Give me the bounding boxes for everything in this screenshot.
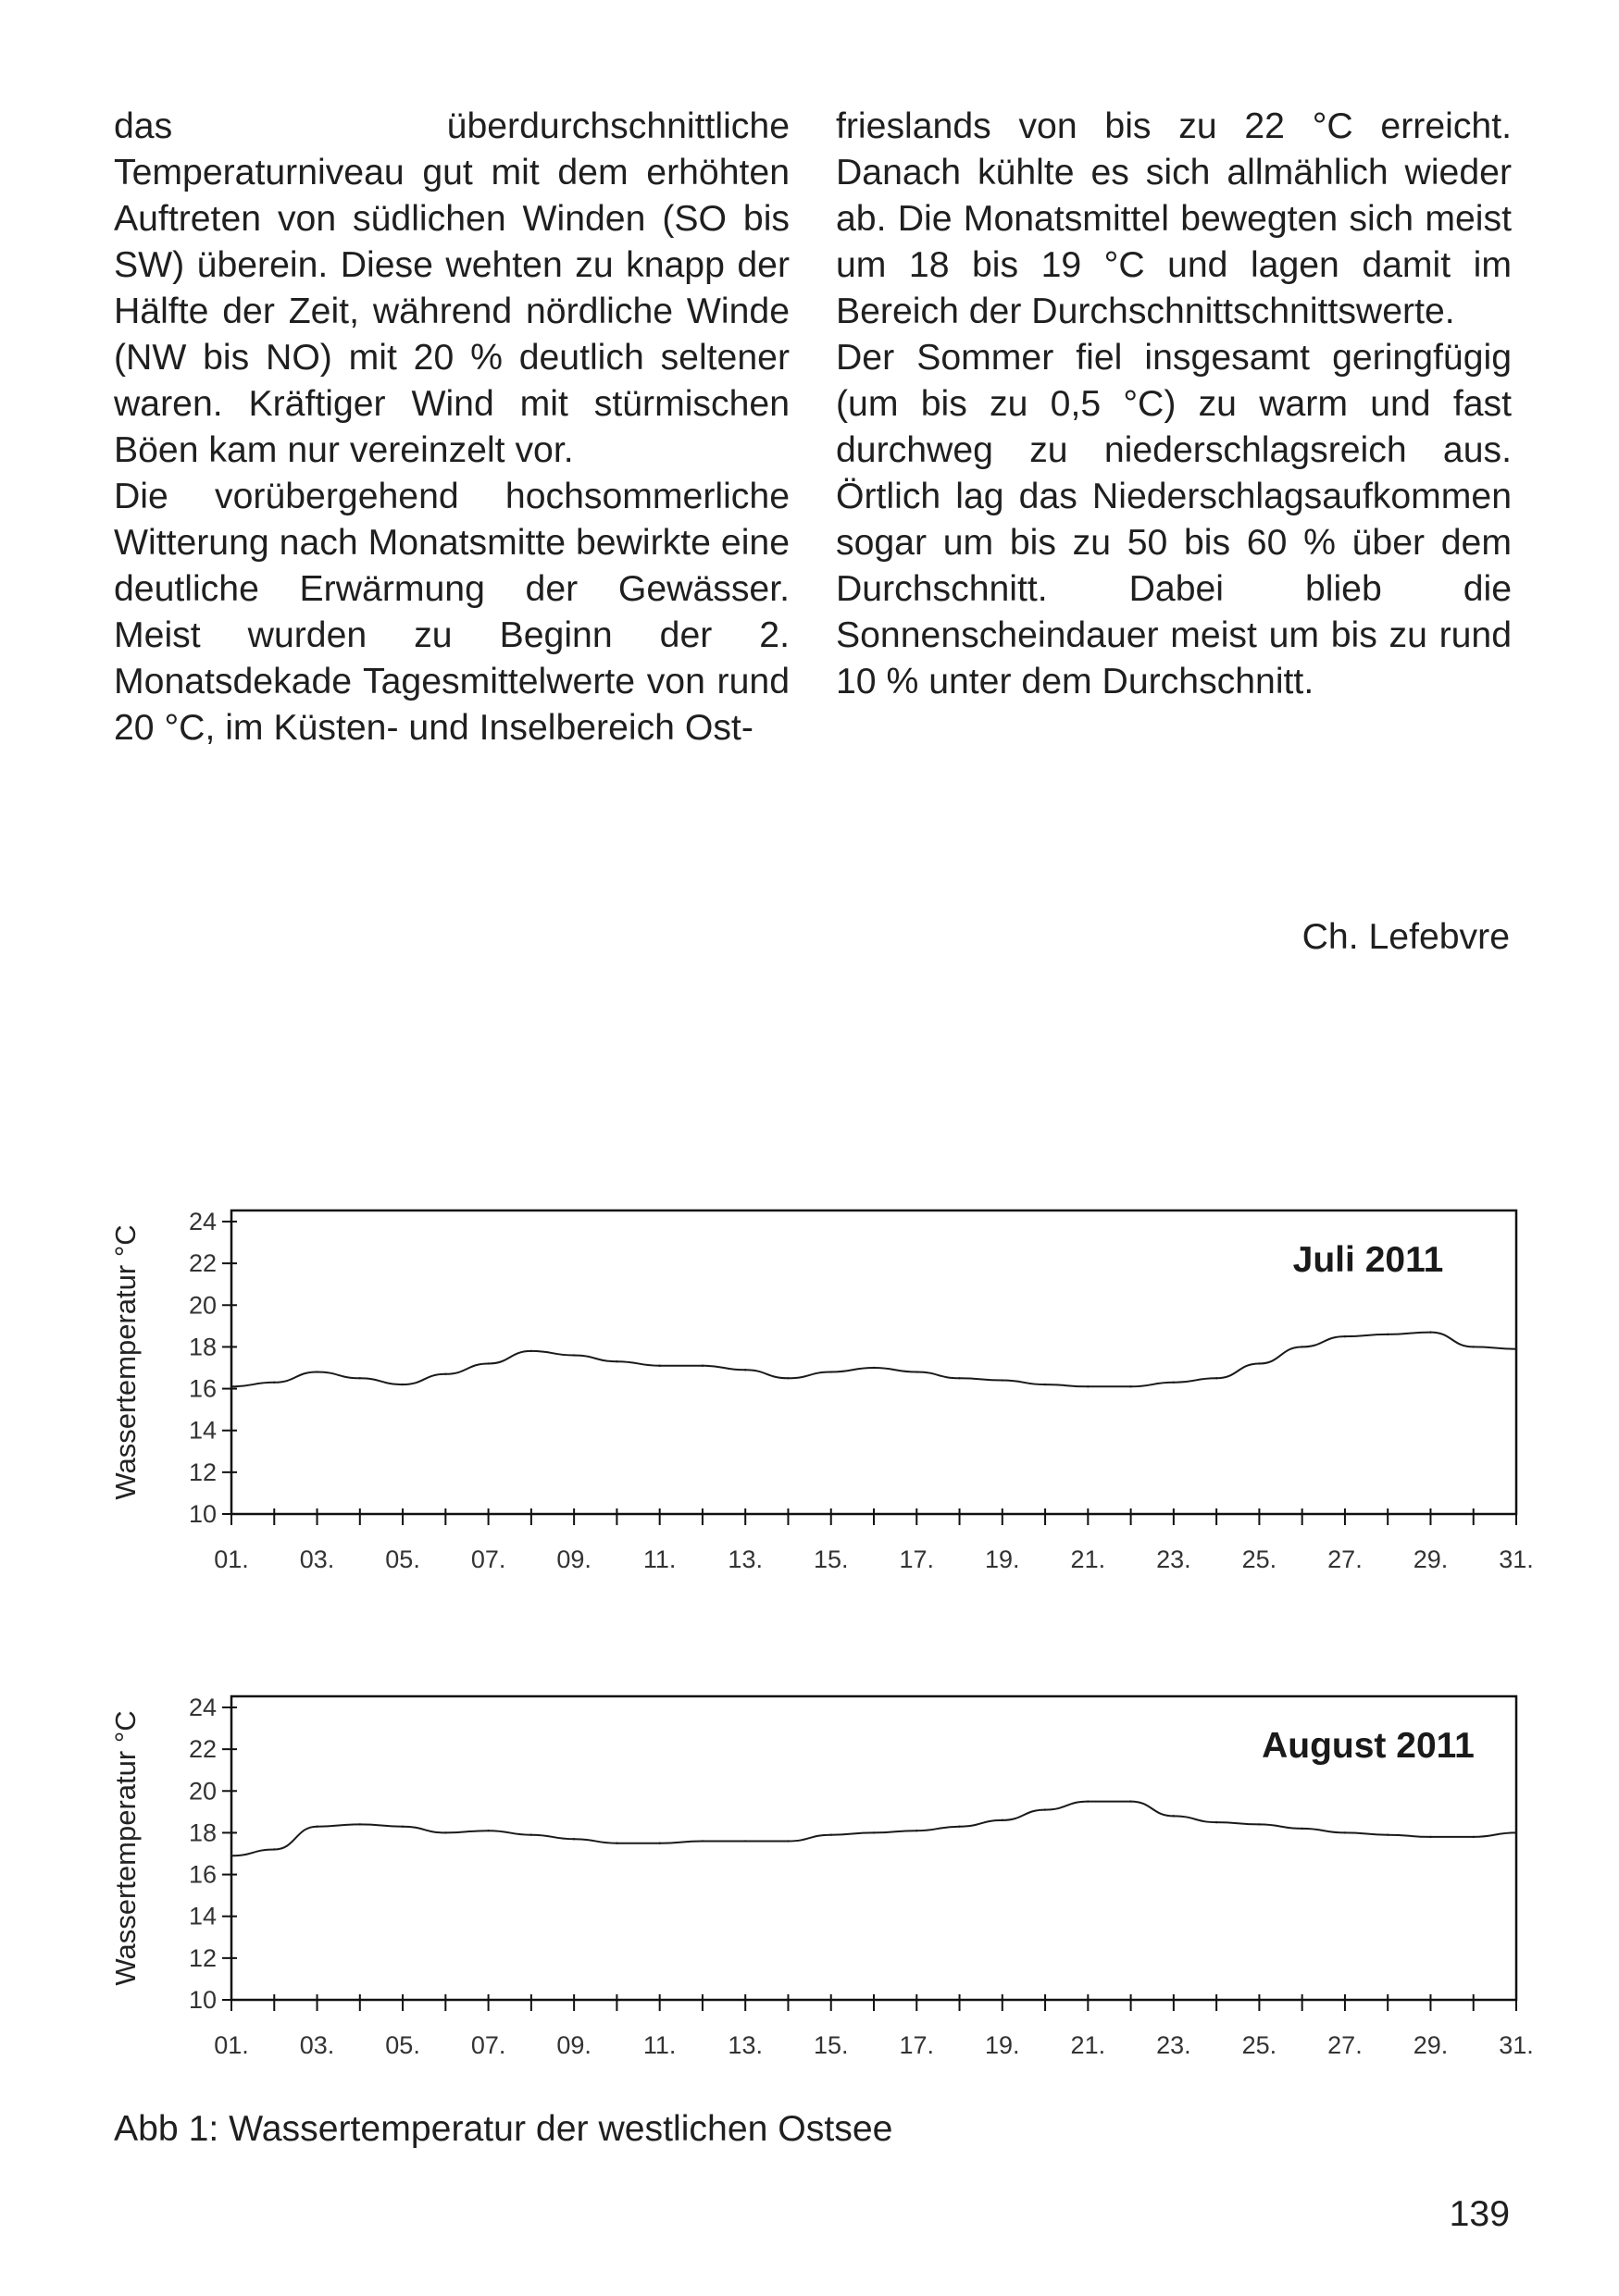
data-point (273, 1382, 275, 1384)
data-point (1515, 1347, 1517, 1349)
data-point (487, 1362, 489, 1364)
data-point (1301, 1346, 1302, 1347)
data-point (1173, 1815, 1175, 1817)
x-tick-label: 19. (985, 1545, 1020, 1573)
data-point (1087, 1800, 1089, 1802)
data-point (402, 1384, 404, 1385)
y-axis-label: Wassertemperatur °C (109, 1224, 142, 1500)
x-tick-label: 25. (1241, 2031, 1277, 2059)
data-point (359, 1377, 361, 1379)
x-tick-label: 07. (470, 1545, 506, 1573)
data-point (915, 1371, 917, 1372)
data-point (616, 1843, 617, 1844)
x-tick-label: 03. (299, 2031, 335, 2059)
figure-caption: Abb 1: Wassertemperatur der westlichen Ostsee (114, 2109, 893, 2149)
data-point (830, 1833, 832, 1835)
x-tick-label: 21. (1070, 2031, 1106, 2059)
data-point (658, 1365, 660, 1367)
x-tick-label: 19. (985, 2031, 1020, 2059)
data-point (273, 1848, 275, 1850)
data-point (230, 1385, 232, 1387)
x-tick-label: 29. (1413, 1545, 1449, 1573)
data-point (744, 1369, 746, 1371)
y-axis-label: Wassertemperatur °C (109, 1710, 142, 1986)
paragraph: Die vorübergehend hochsommerliche Witterung nach Monatsmitte bewirkte eine deutliche Erwärmung der Gewässer. Meist wurden zu Beginn der 2. Monatsdekade Tagesmittelwerte von rund 20 °C, im Küsten- und Inselbereich Ost- (114, 477, 790, 748)
series-line (231, 1333, 1516, 1387)
x-tick-label: 31. (1499, 2031, 1534, 2059)
data-point (230, 1855, 232, 1856)
data-point (1258, 1823, 1260, 1825)
data-point (444, 1373, 446, 1375)
data-point (1129, 1385, 1131, 1387)
x-tick-label: 31. (1499, 1545, 1534, 1573)
data-point (1002, 1379, 1003, 1381)
x-tick-label: 01. (214, 1545, 249, 1573)
x-tick-label: 11. (642, 2031, 677, 2059)
data-point (1044, 1808, 1046, 1810)
data-point (444, 1831, 446, 1833)
data-point (1002, 1819, 1003, 1821)
x-tick-label: 23. (1156, 2031, 1191, 2059)
x-tick-label: 25. (1241, 1545, 1277, 1573)
x-tick-label: 23. (1156, 1545, 1191, 1573)
data-point (1387, 1334, 1389, 1335)
x-tick-label: 07. (470, 2031, 506, 2059)
chart-august (102, 1680, 1546, 2087)
data-point (1344, 1335, 1346, 1337)
data-point (1087, 1385, 1089, 1387)
x-tick-label: 01. (214, 2031, 249, 2059)
data-point (958, 1377, 960, 1379)
data-point (958, 1825, 960, 1827)
data-point (1473, 1836, 1475, 1838)
data-point (573, 1838, 575, 1840)
x-tick-label: 05. (385, 2031, 420, 2059)
author-name: Ch. Lefebvre (1301, 917, 1510, 957)
data-point (1258, 1362, 1260, 1364)
x-tick-label: 29. (1413, 2031, 1449, 2059)
data-point (873, 1367, 875, 1369)
x-tick-label: 09. (556, 2031, 592, 2059)
data-point (787, 1840, 789, 1842)
y-tick-label: 24 (188, 1694, 217, 1721)
page-number: 139 (1449, 2194, 1510, 2234)
series-line (231, 1802, 1516, 1856)
x-tick-label: 15. (813, 1545, 849, 1573)
x-tick-label: 13. (728, 2031, 763, 2059)
data-point (1129, 1800, 1131, 1802)
x-tick-label: 05. (385, 1545, 420, 1573)
data-point (1301, 1828, 1302, 1830)
y-tick-label: 20 (188, 1777, 217, 1806)
chart-title: Juli 2011 (1292, 1240, 1444, 1280)
data-point (530, 1350, 532, 1352)
y-tick-label: 16 (188, 1374, 217, 1403)
x-tick-label: 21. (1070, 1545, 1106, 1573)
data-point (1215, 1821, 1217, 1823)
y-tick-label: 10 (188, 1500, 217, 1528)
data-point (702, 1365, 704, 1367)
x-tick-label: 17. (899, 1545, 935, 1573)
y-tick-label: 22 (188, 1735, 217, 1764)
x-tick-label: 27. (1327, 2031, 1363, 2059)
data-point (1044, 1384, 1046, 1385)
x-tick-label: 09. (556, 1545, 592, 1573)
paragraph: Der Sommer fiel insgesamt geringfügig (um bis zu 0,5 °C) zu warm und fast durchweg zu niederschlagsreich aus. Örtlich lag das Niederschlagsaufkommen sogar um bis zu 50 bis 60 % über dem Durchschnitt. Dabei blieb die Sonnenscheindauer meist um bis zu rund 10 % unter dem Durchschnitt. (836, 338, 1512, 701)
data-point (573, 1354, 575, 1356)
data-point (530, 1833, 532, 1835)
data-point (1215, 1377, 1217, 1379)
data-point (359, 1823, 361, 1825)
data-point (658, 1843, 660, 1844)
y-tick-label: 24 (188, 1208, 217, 1235)
y-tick-label: 22 (188, 1249, 217, 1278)
y-tick-label: 18 (188, 1818, 217, 1847)
y-tick-label: 10 (188, 1986, 217, 2014)
data-point (1473, 1346, 1475, 1347)
chart-juli-svg (102, 1194, 1546, 1601)
data-point (402, 1825, 404, 1827)
y-tick-label: 20 (188, 1291, 217, 1320)
data-point (1429, 1836, 1431, 1838)
y-tick-label: 18 (188, 1333, 217, 1361)
y-tick-label: 12 (188, 1943, 217, 1972)
x-tick-label: 27. (1327, 1545, 1363, 1573)
data-point (1429, 1331, 1431, 1333)
chart-august-svg (102, 1680, 1546, 2087)
chart-juli (102, 1194, 1546, 1601)
x-tick-label: 11. (642, 1545, 677, 1573)
x-tick-label: 13. (728, 1545, 763, 1573)
data-point (787, 1377, 789, 1379)
paragraph: das überdurchschnittliche Temperaturniveau gut mit dem erhöhten Auftreten von südlichen Winden (SO bis SW) überein. Diese wehten zu knapp der Hälfte der Zeit, während nördliche Winde (NW bis NO) mit 20 % deutlich seltener waren. Kräftiger Wind mit stürmischen Böen kam nur vereinzelt vor. (114, 106, 790, 470)
x-tick-label: 17. (899, 2031, 935, 2059)
data-point (316, 1825, 318, 1827)
y-tick-label: 12 (188, 1458, 217, 1486)
data-point (316, 1371, 318, 1372)
data-point (702, 1840, 704, 1842)
data-point (487, 1830, 489, 1831)
y-tick-label: 14 (188, 1416, 217, 1445)
data-point (873, 1831, 875, 1833)
data-point (1173, 1382, 1175, 1384)
chart-title: August 2011 (1262, 1726, 1475, 1766)
x-tick-label: 15. (813, 2031, 849, 2059)
text-column-right (836, 104, 1512, 705)
text-column-left (114, 104, 790, 751)
data-point (1387, 1833, 1389, 1835)
data-point (830, 1371, 832, 1372)
data-point (915, 1830, 917, 1831)
data-point (616, 1360, 617, 1362)
x-tick-label: 03. (299, 1545, 335, 1573)
paragraph: frieslands von bis zu 22 °C erreicht. Danach kühlte es sich allmählich wieder ab. Die Monatsmittel bewegten sich meist um 18 bis 19 °C und lagen damit im Bereich der Durchschnittschnittswerte. (836, 106, 1512, 331)
data-point (744, 1840, 746, 1842)
data-point (1344, 1831, 1346, 1833)
y-tick-label: 16 (188, 1860, 217, 1889)
data-point (1515, 1831, 1517, 1833)
y-tick-label: 14 (188, 1902, 217, 1930)
